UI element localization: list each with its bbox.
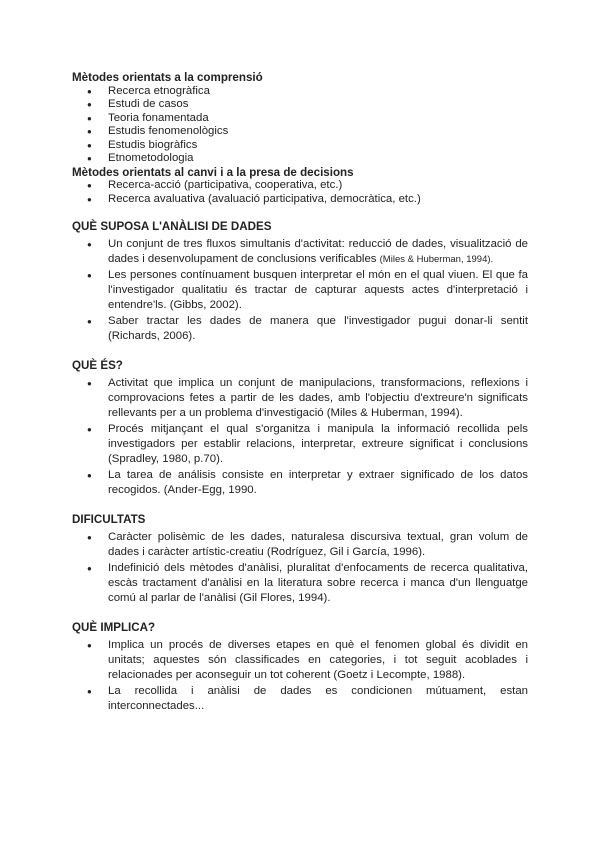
bullet-icon: ● [87, 240, 92, 249]
list-item: ● Implica un procés de diverses etapes en què el fenomen global és dividit en unitats; aquestes són classificades en categories, i tot seguit acoblades i relacionades per aconseguir un tot coherent (Goetz i Lecompte, 1988). [87, 639, 528, 681]
list-item: ● Recerca-acció (participativa, cooperativa, etc.) [87, 179, 343, 191]
list-item: ● Saber tractar les dades de manera que l'investigador pugui donar-li sentit (Richards, 2006). [87, 315, 528, 342]
list-item: ● Estudi de casos [87, 98, 189, 110]
list-suposa [72, 237, 528, 344]
heading-dificultats: DIFICULTATS [72, 513, 146, 526]
list-item: ● Activitat que implica un conjunt de manipulacions, transformacions, reflexions i comprovacions fetes a partir de les dades, amb l'objectiu d'extreure'n significats rellevants per a un problema d'investigació (Miles & Huberman, 1994). [87, 377, 528, 419]
list-item: ● Estudis fenomenològics [87, 125, 229, 137]
list-item: ● La tarea de análisis consiste en interpretar y extraer significado de los datos recogidos. (Ander-Egg, 1990. [87, 469, 528, 496]
heading-que-es: QUÈ ÉS? [72, 359, 123, 372]
bullet-icon: ● [87, 687, 92, 696]
heading-suposa: QUÈ SUPOSA L'ANÀLISI DE DADES [72, 220, 272, 233]
bullet-icon: ● [87, 379, 92, 388]
bullet-icon: ● [87, 533, 92, 542]
bullet-icon: ● [87, 154, 92, 163]
bullet-icon: ● [87, 181, 92, 190]
list-que-es [72, 376, 528, 498]
bullet-icon: ● [87, 641, 92, 650]
list-item: ● La recollida i anàlisi de dades es condicionen mútuament, estan interconnectades... [87, 685, 528, 712]
list-item: ● Recerca etnogràfica [87, 84, 210, 97]
heading-canvi: Mètodes orientats al canvi i a la presa de decisions [72, 165, 354, 179]
bullet-icon: ● [87, 564, 92, 573]
list-item: ● Teoria fonamentada [87, 111, 209, 124]
list-item: ● Procés mitjançant el qual s'organitza i manipula la informació recollida pels investigadors per establir relacions, interpretar, extreure significat i conclusions (Spradley, 1980, p.70). [87, 423, 528, 465]
document-content [72, 71, 528, 715]
bullet-icon: ● [87, 113, 92, 123]
bullet-icon: ● [87, 194, 92, 204]
list-item: ● Les persones contínuament busquen interpretar el món en el qual viuen. El que fa l'investigador qualitatiu és tractar de capturar aquests actes d'interpretació i entendre'ls. (Gibbs, 2002). [87, 269, 528, 311]
list-item: ● Estudis biogràfics [87, 138, 198, 151]
list-item: ● Caràcter polisèmic de les dades, naturalesa discursiva textual, gran volum de dades i caràcter artístic-creatiu (Rodríguez, Gil i García, 1996). [87, 531, 528, 558]
list-item: ● Recerca avaluativa (avaluació participativa, democràtica, etc.) [87, 192, 421, 205]
bullet-icon: ● [87, 127, 92, 136]
bullet-icon: ● [87, 140, 92, 150]
heading-implica: QUÈ IMPLICA? [72, 621, 156, 634]
list-item: ● Indefinició dels mètodes d'anàlisi, pluralitat d'enfocaments de recerca qualitativa, escàs tractament d'anàlisi en la literatura sobre recerca i manca d'un llenguatge comú al parlar de l'anàlisi (Gil Flores, 1994). [87, 562, 528, 604]
bullet-icon: ● [87, 100, 92, 109]
list-item: ● Etnometodologia [87, 152, 194, 164]
list-dificultats [72, 530, 528, 606]
list-canvi [72, 179, 528, 206]
heading-comprensio: Mètodes orientats a la comprensió [72, 71, 263, 84]
list-implica [72, 638, 528, 714]
list-item: ● Un conjunt de tres fluxos simultanis d'activitat: reducció de dades, visualització de dades i desenvolupament de conclusions verificables (Miles & Huberman, 1994). [87, 238, 528, 265]
bullet-icon: ● [87, 317, 92, 326]
bullet-icon: ● [87, 86, 92, 96]
bullet-icon: ● [87, 425, 92, 434]
bullet-icon: ● [87, 471, 92, 480]
bullet-icon: ● [87, 271, 92, 280]
list-comprensio [72, 85, 528, 166]
